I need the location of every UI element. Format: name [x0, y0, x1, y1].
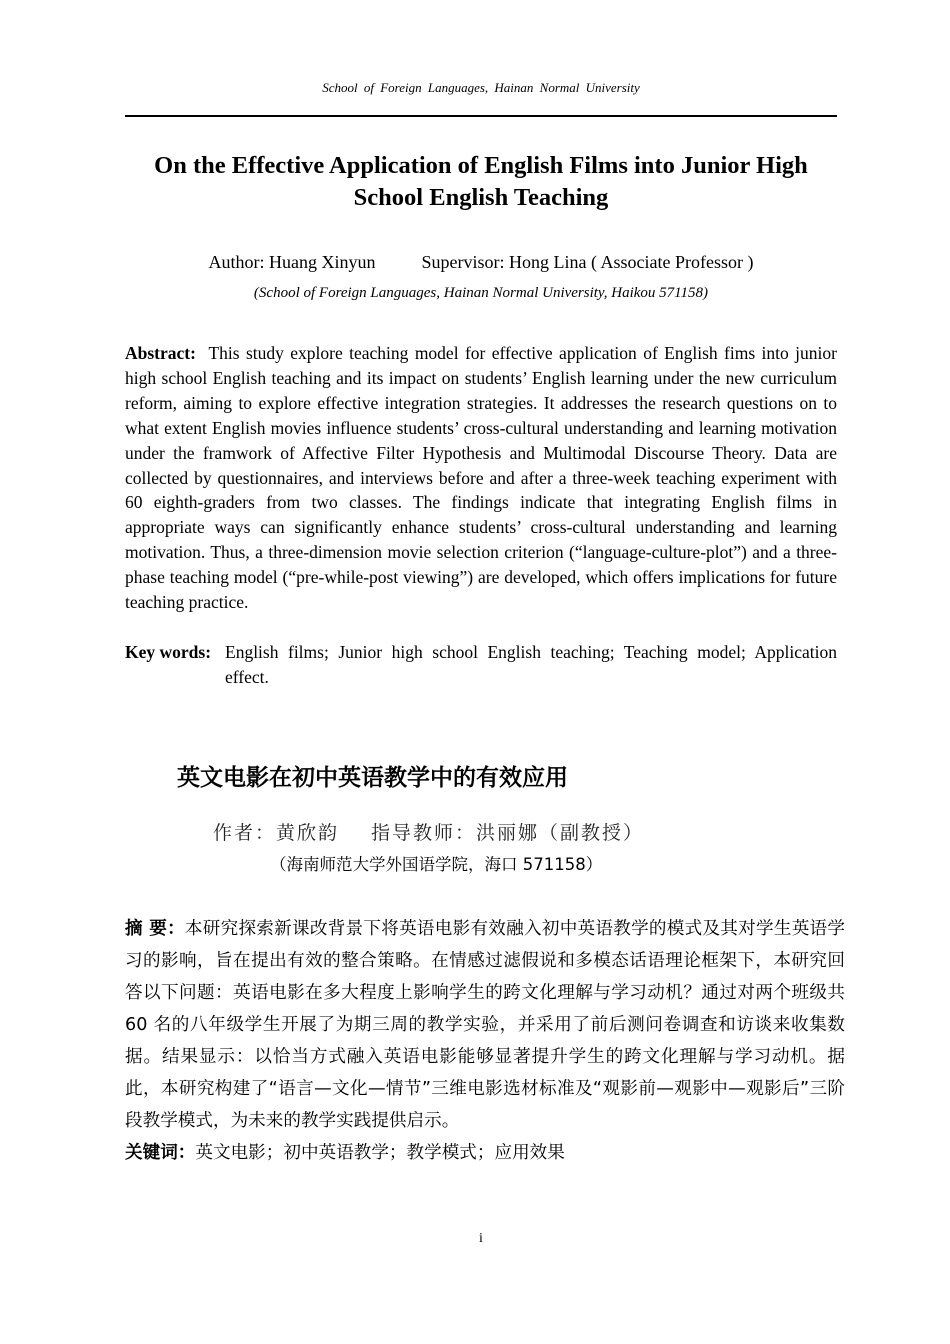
chinese-author: 作者：黄欣韵 — [213, 822, 340, 844]
english-author-line — [125, 250, 837, 274]
chinese-keywords — [125, 1138, 837, 1168]
english-affiliation: (School of Foreign Languages, Hainan Normal University, Haikou 571158) — [253, 285, 709, 301]
chinese-title: 英文电影在初中英语教学中的有效应用 — [177, 765, 568, 791]
page-number: i — [479, 1231, 483, 1246]
chinese-supervisor: 指导教师：洪丽娜（副教授） — [371, 822, 645, 844]
english-keywords-label: Key words: — [125, 642, 212, 662]
chinese-abstract-label: 摘 要： — [125, 919, 185, 939]
chinese-keywords-text: 英文电影；初中英语教学；教学模式；应用效果 — [195, 1143, 565, 1163]
chinese-author-line — [213, 820, 644, 846]
english-title: On the Effective Application of English Films into Junior High School English Teaching — [154, 152, 808, 211]
chinese-abstract-text: 本研究探索新课改背景下将英语电影有效融入初中英语教学的模式及其对学生英语学习的影响，旨在提出有效的整合策略。在情感过滤假说和多模态话语理论框架下，本研究回答以下问题：英语电影在多大程度上影响学生的跨文化理解与学习动机？通过对两个班级共 60 名的八年级学生开展了为期三周的教学实验，并采用了前后测问卷调查和访谈来收集数据。结果显示：以恰当方式融入英语电影能够显著提升学生的跨文化理解与学习动机。据此，本研究构建了“语言—文化—情节”三维电影选材标准及“观影前—观影中—观影后”三阶段教学模式，为未来的教学实践提供启示。 — [125, 919, 845, 1131]
english-author: Author: Huang Xinyun — [208, 252, 376, 272]
chinese-keywords-label: 关键词： — [125, 1143, 196, 1163]
english-abstract — [125, 341, 837, 615]
english-abstract-text: This study explore teaching model for effective application of English fims into junior high school English teaching and its impact on students’ English learning under the new curriculum reform, aiming to explore effective integration strategies. It addresses the research questions on to what extent English movies influence students’ cross-cultural understanding and learning motivation under the framwork of Affective Filter Hypothesis and Multimodal Discourse Theory. Data are collected by questionnaires, and interviews before and after a three-week teaching experiment with 60 eighth-graders from two classes. The findings indicate that integrating English films in appropriate ways can significantly enhance students’ cross-cultural understanding and learning motivation. Thus, a three-dimension movie selection criterion (“language-culture-plot”) and a three-phase teaching model (“pre-while-post viewing”) are developed, which offers implications for future teaching practice. — [125, 343, 837, 613]
running-header: School of Foreign Languages, Hainan Normal University — [322, 80, 640, 95]
english-supervisor: Supervisor: Hong Lina ( Associate Professor ) — [421, 252, 754, 272]
english-keywords — [125, 640, 837, 690]
english-keywords-text: English films; Junior high school English teaching; Teaching model; Application effect. — [225, 642, 837, 687]
header-rule — [125, 115, 837, 117]
chinese-affiliation: （海南师范大学外国语学院，海口 571158） — [270, 855, 603, 874]
chinese-abstract — [125, 913, 845, 1137]
english-abstract-label: Abstract: — [125, 343, 196, 363]
